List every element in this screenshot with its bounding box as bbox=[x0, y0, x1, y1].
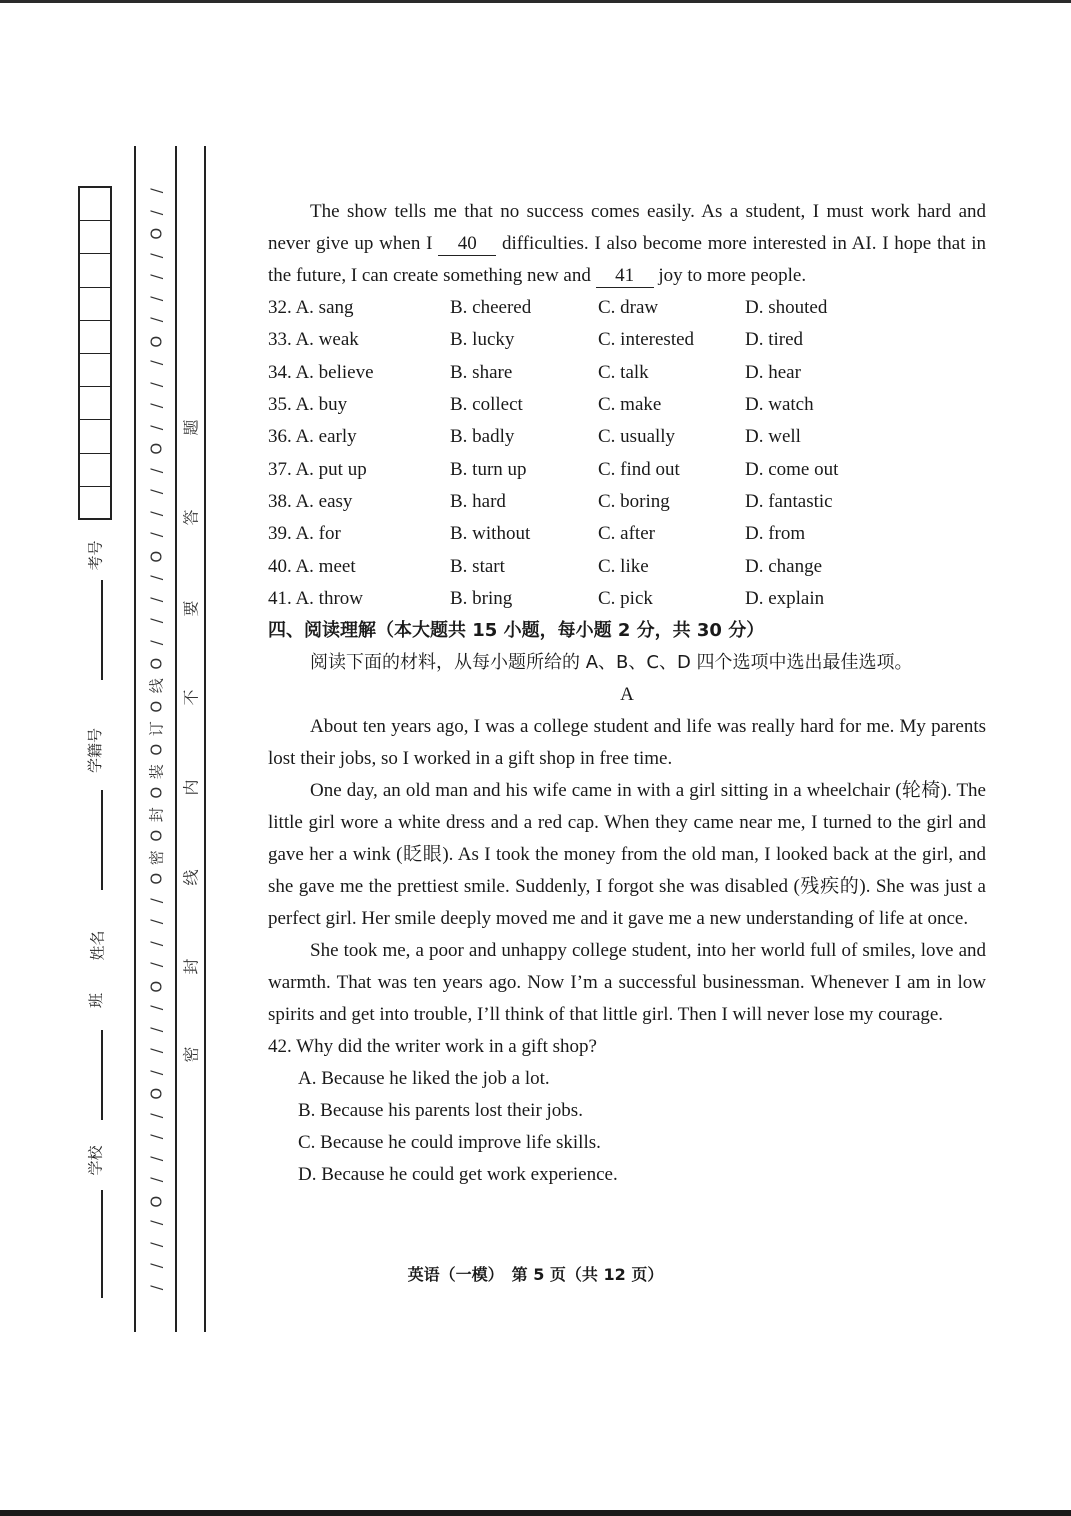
exam-number-boxes bbox=[78, 186, 112, 520]
passage-paragraph: One day, an old man and his wife came in with a girl sitting in a wheelchair (轮椅). The little girl wore a white dress and a red cap. When they came near me, I turned to the girl and gave her a wink (眨眼). As I took the money from the old man, I looked back at the girl, and she gave me the prettiest smile. Suddenly, I forgot she was disabled (残疾的). She was just a perfect girl. Her smile deeply moved me and it gave me a new understanding of life at once. bbox=[268, 779, 986, 929]
seal-note-char: 题 bbox=[181, 419, 201, 436]
top-border bbox=[0, 0, 1071, 3]
seal-mark: / bbox=[147, 424, 166, 430]
seal-mark: O bbox=[147, 743, 166, 756]
seal-mark: / bbox=[147, 575, 166, 581]
seal-mark: / bbox=[147, 1220, 166, 1226]
answer-option: D. Because he could get work experience. bbox=[298, 1163, 618, 1185]
seal-mark: / bbox=[147, 1241, 166, 1247]
seal-note-char: 线 bbox=[181, 869, 201, 886]
section-instruction: 阅读下面的材料，从每小题所给的 A、B、C、D 四个选项中选出最佳选项。 bbox=[310, 651, 913, 673]
blank-41: 41 bbox=[596, 265, 654, 288]
question-42: 42. Why did the writer work in a gift shop? bbox=[268, 1035, 597, 1057]
seal-mark: / bbox=[147, 381, 166, 387]
option-c: C. after bbox=[598, 523, 655, 545]
seal-mark: / bbox=[147, 467, 166, 473]
seal-note-char: 答 bbox=[181, 509, 201, 526]
option-row bbox=[268, 389, 986, 421]
option-row bbox=[268, 486, 986, 518]
seal-mark: / bbox=[147, 1069, 166, 1075]
seal-mark: / bbox=[147, 510, 166, 516]
seal-mark: 线 bbox=[147, 677, 166, 693]
binding-line-3 bbox=[204, 146, 206, 1332]
seal-mark: / bbox=[147, 639, 166, 645]
passage-paragraph: She took me, a poor and unhappy college student, into her world full of smiles, love and warmth. That was ten years ago. Now I’m a successful businessman. Whenever I am in low spirits and get into trouble, I’ll think of that little girl. Then I will never lose my courage. bbox=[268, 939, 986, 1025]
option-c: C. find out bbox=[598, 458, 680, 480]
binding-line-1 bbox=[134, 146, 136, 1332]
seal-mark: / bbox=[147, 1177, 166, 1183]
option-c: C. like bbox=[598, 555, 649, 577]
option-row bbox=[268, 421, 986, 453]
seal-mark: O bbox=[147, 657, 166, 670]
passage-text: The show tells me that no success comes easily. As a student, I must work hard and never give up when I bbox=[268, 201, 986, 254]
seal-mark: / bbox=[147, 962, 166, 968]
option-c: C. interested bbox=[598, 329, 695, 351]
seal-mark: / bbox=[147, 1284, 166, 1290]
option-d: D. come out bbox=[745, 458, 839, 480]
seal-mark: O bbox=[147, 335, 166, 348]
option-d: D. tired bbox=[745, 329, 804, 351]
seal-mark: / bbox=[147, 1005, 166, 1011]
seal-mark: O bbox=[147, 442, 166, 455]
option-row bbox=[268, 550, 986, 582]
option-a: 34. A. believe bbox=[268, 361, 374, 383]
class-label: 班 bbox=[87, 992, 106, 1009]
option-a: 33. A. weak bbox=[268, 329, 359, 351]
seal-mark: / bbox=[147, 1155, 166, 1161]
seal-note-char: 不 bbox=[181, 689, 201, 706]
seal-mark: 订 bbox=[147, 720, 166, 736]
answer-option: B. Because his parents lost their jobs. bbox=[298, 1099, 583, 1121]
option-d: D. well bbox=[745, 426, 801, 448]
option-d: D. change bbox=[745, 555, 823, 577]
seal-mark: O bbox=[147, 1195, 166, 1208]
answer-option: A. Because he liked the job a lot. bbox=[298, 1067, 550, 1089]
seal-mark: O bbox=[147, 829, 166, 842]
seal-mark: 封 bbox=[147, 806, 166, 822]
cloze-options bbox=[268, 292, 986, 615]
passage-paragraph: About ten years ago, I was a college student and life was really hard for me. My parents lost their jobs, so I worked in a gift shop in free time. bbox=[268, 715, 986, 769]
seal-mark: O bbox=[147, 980, 166, 993]
seal-mark: O bbox=[147, 227, 166, 240]
option-a: 32. A. sang bbox=[268, 297, 354, 319]
seal-mark: / bbox=[147, 188, 166, 194]
cloze-passage-ending bbox=[268, 196, 986, 292]
option-c: C. make bbox=[598, 394, 662, 416]
exam-number-label: 考号 bbox=[86, 540, 105, 571]
option-b: B. lucky bbox=[450, 329, 515, 351]
seal-mark: O bbox=[147, 1087, 166, 1100]
seal-mark: / bbox=[147, 940, 166, 946]
option-c: C. draw bbox=[598, 297, 659, 319]
page-content bbox=[268, 196, 986, 1191]
seal-mark: / bbox=[147, 1026, 166, 1032]
option-b: B. without bbox=[450, 523, 531, 545]
option-d: D. shouted bbox=[745, 297, 828, 319]
option-b: B. collect bbox=[450, 394, 523, 416]
option-d: D. watch bbox=[745, 394, 814, 416]
seal-mark: / bbox=[147, 295, 166, 301]
option-b: B. cheered bbox=[450, 297, 532, 319]
option-row bbox=[268, 324, 986, 356]
seal-note-char: 封 bbox=[181, 958, 201, 975]
option-d: D. from bbox=[745, 523, 806, 545]
seal-mark: / bbox=[147, 1263, 166, 1269]
passage-text: difficulties. I also become more interested in AI. I hope that in the future, I can create something new and bbox=[268, 233, 987, 286]
option-row bbox=[268, 292, 986, 324]
seal-mark: / bbox=[147, 1112, 166, 1118]
section-title: 四、阅读理解（本大题共 15 小题，每小题 2 分，共 30 分） bbox=[268, 619, 765, 641]
seal-mark: O bbox=[147, 786, 166, 799]
option-a: 41. A. throw bbox=[268, 587, 363, 609]
seal-mark: / bbox=[147, 274, 166, 280]
seal-mark: / bbox=[147, 618, 166, 624]
blank-40: 40 bbox=[438, 233, 496, 256]
option-a: 36. A. early bbox=[268, 426, 357, 448]
option-b: B. hard bbox=[450, 490, 506, 512]
option-a: 39. A. for bbox=[268, 523, 341, 545]
option-row bbox=[268, 583, 986, 615]
option-row bbox=[268, 357, 986, 389]
seal-mark: O bbox=[147, 550, 166, 563]
option-c: C. usually bbox=[598, 426, 676, 448]
option-d: D. explain bbox=[745, 587, 825, 609]
option-b: B. bring bbox=[450, 587, 513, 609]
option-a: 35. A. buy bbox=[268, 394, 348, 416]
seal-mark: / bbox=[147, 360, 166, 366]
seal-mark: O bbox=[147, 872, 166, 885]
seal-mark: O bbox=[147, 700, 166, 713]
seal-note-char: 要 bbox=[181, 600, 201, 617]
student-id-line bbox=[101, 790, 103, 890]
bottom-border bbox=[0, 1510, 1071, 1516]
seal-mark: 装 bbox=[147, 763, 166, 779]
option-row bbox=[268, 518, 986, 550]
option-b: B. turn up bbox=[450, 458, 527, 480]
seal-mark: / bbox=[147, 1134, 166, 1140]
seal-mark: / bbox=[147, 403, 166, 409]
seal-mark: / bbox=[147, 209, 166, 215]
seal-mark: 密 bbox=[147, 849, 166, 865]
option-b: B. start bbox=[450, 555, 505, 577]
option-a: 40. A. meet bbox=[268, 555, 356, 577]
answer-option: C. Because he could improve life skills. bbox=[298, 1131, 601, 1153]
option-d: D. hear bbox=[745, 361, 801, 383]
seal-mark: / bbox=[147, 1048, 166, 1054]
seal-mark: / bbox=[147, 489, 166, 495]
seal-mark: / bbox=[147, 317, 166, 323]
option-a: 38. A. easy bbox=[268, 490, 353, 512]
name-label: 姓名 bbox=[88, 930, 107, 961]
passage-text: joy to more people. bbox=[658, 265, 807, 286]
seal-mark: / bbox=[147, 596, 166, 602]
student-id-label: 学籍号 bbox=[86, 727, 105, 774]
option-d: D. fantastic bbox=[745, 490, 833, 512]
option-row bbox=[268, 453, 986, 485]
exam-number-line bbox=[101, 580, 103, 680]
option-b: B. badly bbox=[450, 426, 515, 448]
option-b: B. share bbox=[450, 361, 513, 383]
option-a: 37. A. put up bbox=[268, 458, 367, 480]
seal-mark: / bbox=[147, 532, 166, 538]
option-c: C. pick bbox=[598, 587, 653, 609]
binding-line-2 bbox=[175, 146, 177, 1332]
option-c: C. boring bbox=[598, 490, 670, 512]
seal-note-char: 内 bbox=[181, 779, 201, 796]
option-c: C. talk bbox=[598, 361, 649, 383]
seal-mark: / bbox=[147, 897, 166, 903]
class-line bbox=[101, 1030, 103, 1120]
seal-note-char: 密 bbox=[181, 1046, 201, 1063]
seal-mark: / bbox=[147, 919, 166, 925]
school-label: 学校 bbox=[86, 1145, 105, 1176]
passage-letter: A bbox=[620, 683, 634, 705]
page-footer: 英语（一模） 第 5 页（共 12 页） bbox=[407, 1265, 664, 1284]
seal-mark: / bbox=[147, 252, 166, 258]
seal-line-marks bbox=[144, 180, 170, 1290]
